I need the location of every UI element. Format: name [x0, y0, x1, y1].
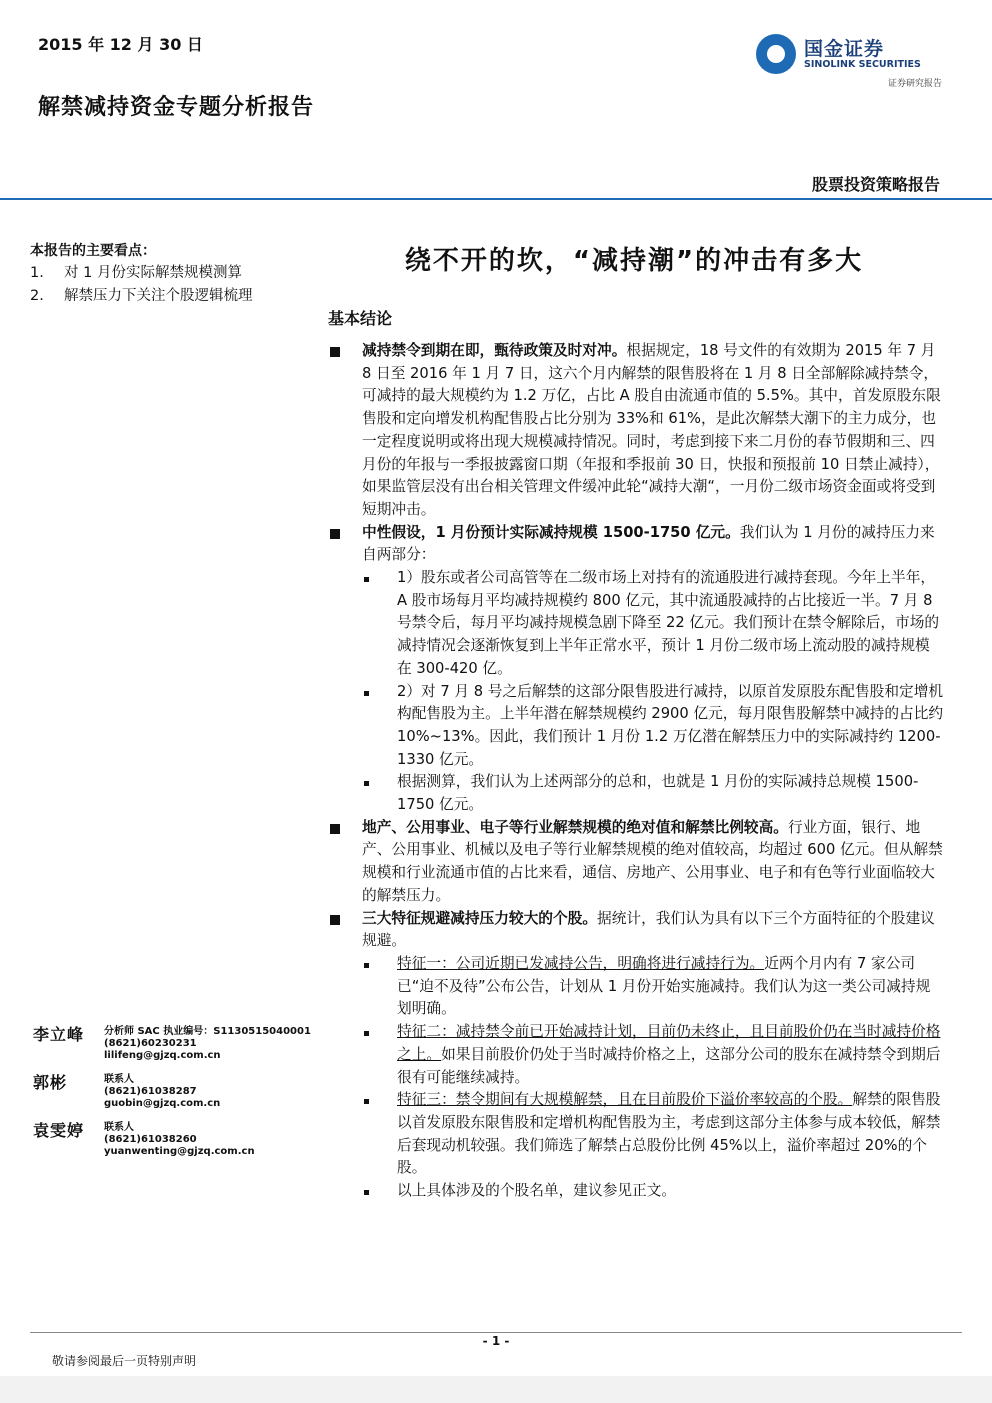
- headline: 绕不开的坎，“减持潮”的冲击有多大: [404, 246, 864, 276]
- analyst-info: [104, 1074, 220, 1110]
- paragraph-lead: 地产、公用事业、电子等行业解禁规模的绝对值和解禁比例较高。: [362, 818, 788, 836]
- bullet-paragraph: [330, 908, 944, 953]
- paragraph-text: 据统计，我们认为具有以下三个方面特征的个股建议规避。: [362, 909, 935, 950]
- logo-mark-icon: [756, 34, 796, 74]
- feature-heading: 特征三：禁令期间有大规模解禁，且在目前股价下溢价率较高的个股。: [397, 1091, 853, 1109]
- analyst-card: [30, 1070, 320, 1118]
- paragraph-lead: 减持禁令到期在即，甄待政策及时对冲。: [362, 342, 627, 359]
- sidebar-list: [30, 262, 270, 307]
- analyst-role: 分析师 SAC 执业编号：S1130515040001: [104, 1026, 311, 1037]
- sub-bullet: [330, 1089, 944, 1180]
- small-bullet-icon: [364, 1190, 369, 1195]
- small-bullet-icon: [364, 781, 369, 786]
- bottom-band: [0, 1376, 992, 1403]
- bullet-paragraph: [330, 522, 944, 567]
- analyst-info: [104, 1122, 255, 1158]
- sub-bullet-text: 根据测算，我们认为上述两部分的总和，也就是 1 月份的实际减持总规模 1500-1750 亿元。: [397, 773, 919, 814]
- footer-note: 敬请参阅最后一页特别声明: [52, 1354, 197, 1368]
- sub-bullet: [330, 953, 944, 1021]
- analyst-phone: (8621)61038287: [104, 1086, 197, 1097]
- list-number: 1.: [30, 265, 44, 281]
- page-number: - 1 -: [482, 1334, 510, 1348]
- small-bullet-icon: [364, 1099, 369, 1104]
- paragraph-lead: 中性假设，1 月份预计实际减持规模 1500-1750 亿元。: [362, 523, 740, 541]
- sub-bullet: [330, 1180, 944, 1203]
- paragraph-lead: 三大特征规避减持压力较大的个股。: [362, 909, 598, 927]
- analyst-role: 联系人: [104, 1074, 134, 1085]
- sub-bullet: [330, 771, 944, 816]
- company-logo: [756, 30, 946, 90]
- small-bullet-icon: [364, 577, 369, 582]
- analyst-name: 郭彬: [33, 1073, 68, 1092]
- sub-bullet: [330, 681, 944, 772]
- section-title: 基本结论: [328, 309, 393, 328]
- small-bullet-icon: [364, 691, 369, 696]
- header-divider: [0, 198, 992, 200]
- report-title: 解禁减持资金专题分析报告: [38, 95, 315, 120]
- sub-bullet-text: 如果目前股价仍处于当时减持价格之上，这部分公司的股东在减持禁令到期后很有可能继续减持。: [397, 1045, 941, 1086]
- small-bullet-icon: [364, 963, 369, 968]
- logo-subtitle: 证券研究报告: [887, 79, 942, 89]
- sub-bullet-text: 2）对 7 月 8 号之后解禁的这部分限售股进行减持，以原首发原股东配售股和定增机构配售股为主。上半年潜在解禁规模约 2900 亿元，每月限售股解禁中减持的占比约 10%~13%。因此，我们预计 1 月份 1.2 万亿潜在解禁压力中的实际减持约 1200-1330 亿元。: [397, 682, 944, 768]
- sidebar-heading: 本报告的主要看点：: [30, 243, 156, 259]
- sub-bullet: [330, 1021, 944, 1089]
- footer-divider: [30, 1332, 962, 1333]
- analyst-email[interactable]: yuanwenting@gjzq.com.cn: [104, 1146, 255, 1157]
- report-date: 2015 年 12 月 30 日: [38, 35, 203, 54]
- analyst-name: 袁雯婷: [33, 1121, 85, 1140]
- sub-bullet-text: 近两个月内有 7 家公司已“迫不及待”公布公告，计划从 1 月份开始实施减持。我们认为这一类公司减持规划明确。: [397, 954, 931, 1018]
- analyst-email[interactable]: lilifeng@gjzq.com.cn: [104, 1050, 221, 1061]
- main-body: [330, 340, 944, 1203]
- list-number: 2.: [30, 287, 44, 304]
- analyst-role: 联系人: [104, 1122, 134, 1133]
- analyst-card: [30, 1022, 320, 1070]
- list-item: [30, 262, 270, 285]
- sub-bullet-text: 以上具体涉及的个股名单，建议参见正文。: [397, 1182, 677, 1200]
- feature-heading: 特征一：公司近期已发减持公告，明确将进行减持行为。: [397, 954, 765, 972]
- analyst-email[interactable]: guobin@gjzq.com.cn: [104, 1098, 221, 1109]
- list-text: 解禁压力下关注个股逻辑梳理: [64, 287, 253, 304]
- sub-bullet-text: 解禁的限售股以首发原股东限售股和定增机构配售股为主，考虑到这部分主体参与成本较低，解禁后套现动机较强。我们筛选了解禁占总股份比例 45%以上，溢价率超过 20%的个股。: [397, 1091, 941, 1177]
- paragraph-text: 根据规定，18 号文件的有效期为 2015 年 7 月 8 日至 2016 年 1 月 7 日，这六个月内解禁的限售股将在 1 月 8 日全部解除减持禁令，可减持的最大规模约为 1.2 万亿，占比 A 股自由流通市值的 5.5%。其中，首发原股东限售股和定向增发机构配售股占比分别为 33%和 61%，是此次解禁大潮下的主力成分，也一定程度说明或将出现大规模减持情况。同时，考虑到接下来二月份的春节假期和三、四月份的年报与一季报披露窗口期（年报和季报前 30 日，快报和预报前 10 日禁止减持），如果监管层没有出台相关管理文件缓冲此轮“减持大潮“，一月份二级市场资金面或将受到短期冲击。: [362, 342, 941, 518]
- analyst-contacts: [30, 1022, 320, 1166]
- report-category: 股票投资策略报告: [811, 175, 940, 194]
- sub-bullet-text: 1）股东或者公司高管等在二级市场上对持有的流通股进行减持套现。今年上半年，A 股市场每月平均减持规模约 800 亿元，其中流通股减持的占比接近一半。7 月 8 号禁令后，每月平均减持规模急剧下降至 22 亿元。我们预计在禁令解除后，市场的减持情况会逐渐恢复到上半年正常水平，预计 1 月份二级市场上流动股的减持规模在 300-420 亿。: [397, 569, 940, 677]
- analyst-card: [30, 1118, 320, 1166]
- paragraph-text: 我们认为 1 月份的减持压力来自两部分：: [362, 523, 935, 564]
- list-item: [30, 285, 270, 308]
- square-bullet-icon: [330, 529, 340, 539]
- analyst-phone: (8621)60230231: [104, 1038, 197, 1049]
- square-bullet-icon: [330, 824, 340, 834]
- square-bullet-icon: [330, 915, 340, 925]
- bullet-paragraph: [330, 340, 944, 522]
- feature-heading: 特征二：减持禁令前已开始减持计划，目前仍未终止，且目前股价仍在当时减持价格之上。: [397, 1023, 941, 1063]
- list-text: 对 1 月份实际解禁规模测算: [64, 265, 242, 281]
- sub-bullet: [330, 567, 944, 681]
- analyst-info: [104, 1026, 311, 1062]
- analyst-name: 李立峰: [33, 1025, 85, 1044]
- square-bullet-icon: [330, 347, 340, 357]
- logo-cn-text: 国金证券: [804, 38, 885, 60]
- analyst-phone: (8621)61038260: [104, 1134, 197, 1145]
- logo-en-text: SINOLINK SECURITIES: [804, 59, 921, 70]
- paragraph-text: 行业方面，银行、地产、公用事业、机械以及电子等行业解禁规模的绝对值较高，均超过 600 亿元。但从解禁规模和行业流通市值的占比来看，通信、房地产、公用事业、电子和有色等行业面临较大的解禁压力。: [362, 818, 943, 904]
- bullet-paragraph: [330, 817, 944, 908]
- small-bullet-icon: [364, 1031, 369, 1036]
